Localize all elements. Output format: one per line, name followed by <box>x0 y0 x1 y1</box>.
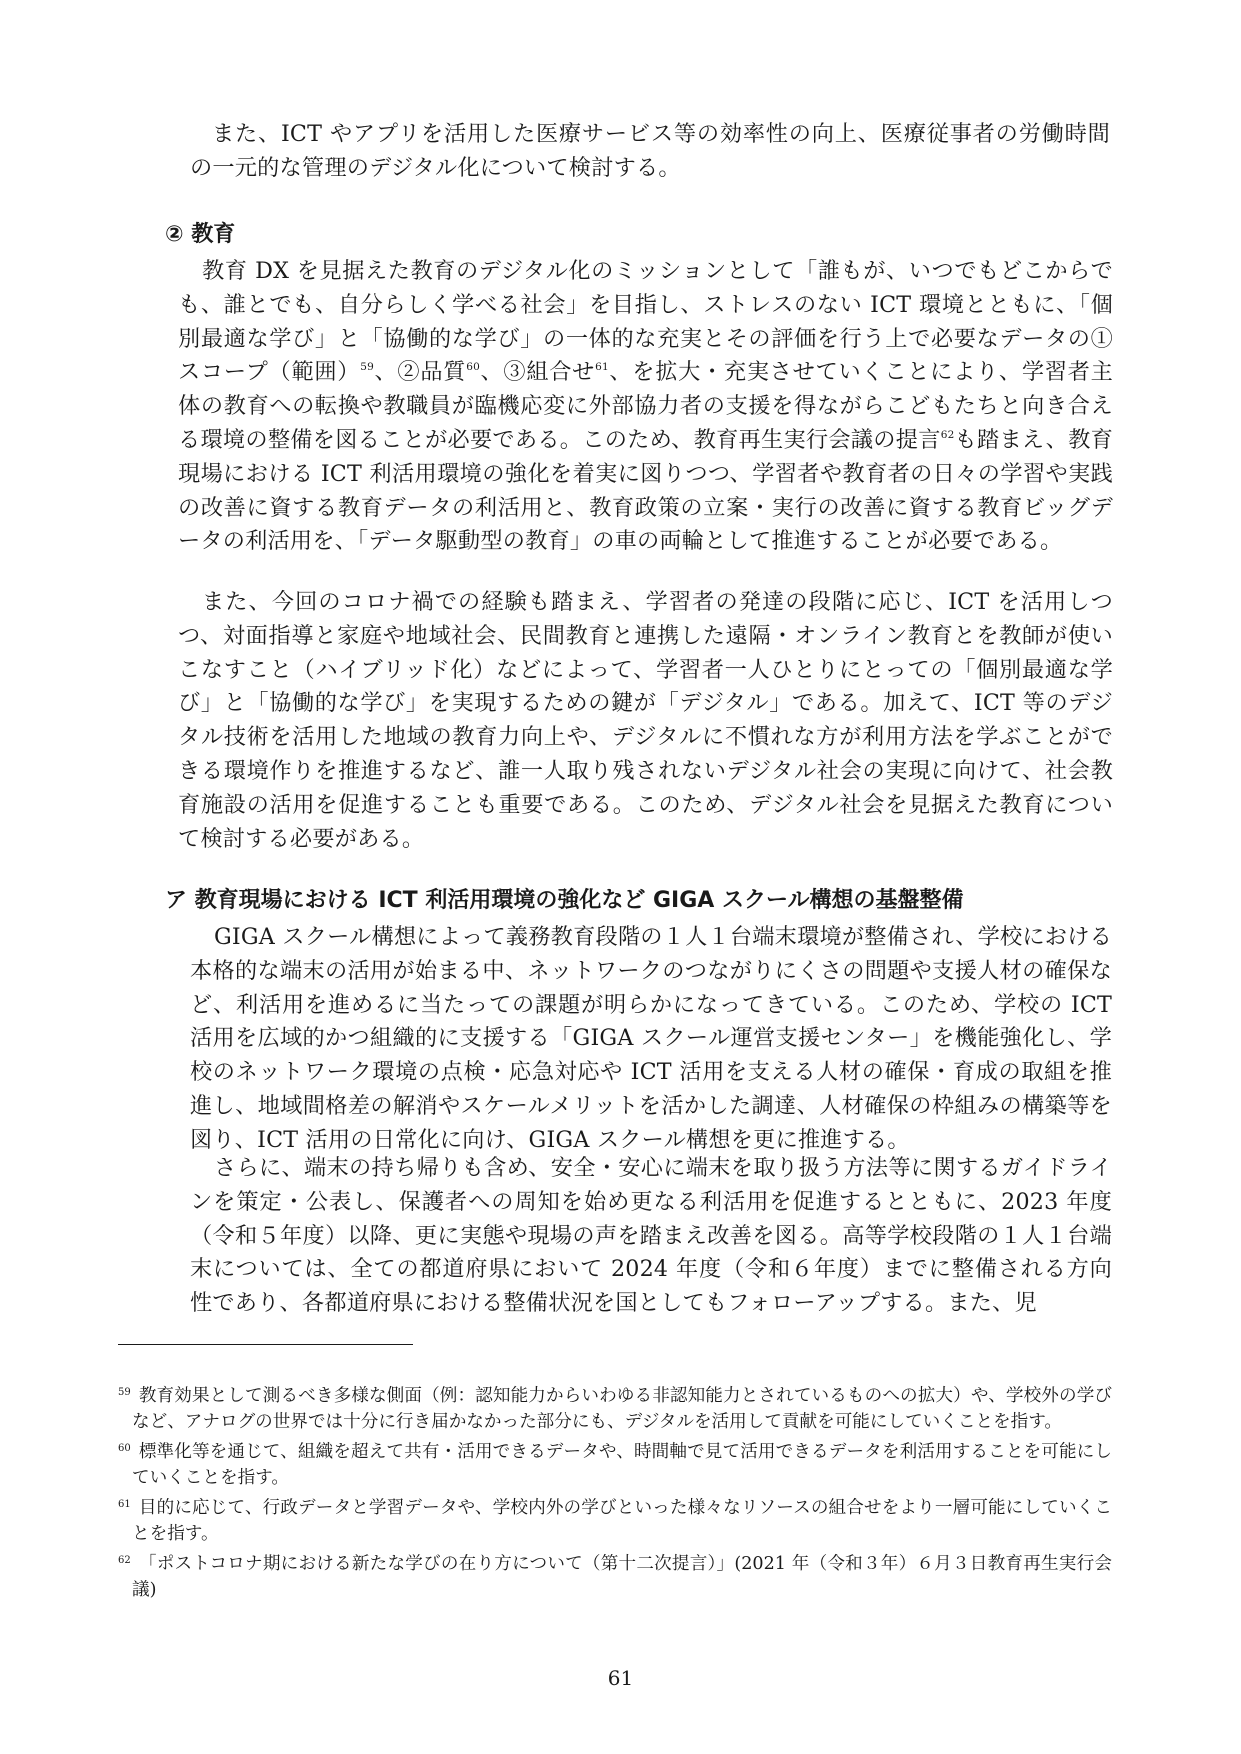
footnote-ref-59[interactable]: 59 <box>360 361 374 374</box>
section-heading-education: ② 教育 <box>165 222 236 247</box>
education-p1-text-3: 、③組合せ <box>479 359 596 386</box>
footnote-mark: 60 <box>118 1443 131 1454</box>
footnote-mark: 61 <box>118 1499 131 1510</box>
education-paragraph-2: また、今回のコロナ禍での経験も踏まえ、学習者の発達の段階に応じ、ICT を活用しつつ、対面指導と家庭や地域社会、民間教育と連携した遠隔・オンライン教育とを教師が使いこなすこと（ハイブリッド化）などによって、学習者一人ひとりにとっての「個別最適な学び」と「協働的な学び」を実現するための鍵が「デジタル」である。加えて、ICT 等のデジタル技術を活用した地域の教育力向上や、デジタルに不慣れな方が利用方法を学ぶことができる環境作りを推進するなど、誰一人取り残されないデジタル社会の実現に向けて、社会教育施設の活用を促進することも重要である。このため、デジタル社会を見据えた教育について検討する必要がある。 <box>178 589 1113 852</box>
education-p1-text-1: 教育 DX を見据えた教育のデジタル化のミッションとして「誰もが、いつでもどこからでも、誰とでも、自分らしく学べる社会」を目指し、ストレスのない ICT 環境とともに、「個別最適な学び」と「協働的な学び」の一体的な充実とその評価を行う上で必要なデータの①スコープ（範囲） <box>178 258 1113 386</box>
education-p1-text-2: 、②品質 <box>373 359 467 386</box>
footnote-list <box>118 1380 1112 1604</box>
education-p1-text-5: も踏まえ、教育現場における ICT 利活用環境の強化を着実に図りつつ、学習者や教育者の日々の学習や実践の改善に資する教育データの利活用と、教育政策の立案・実行の改善に資する教育ビッグデータの利活用を、「データ駆動型の教育」の車の両輪として推進することが必要である。 <box>178 426 1113 555</box>
giga-paragraph-1: GIGA スクール構想によって義務教育段階の１人１台端末環境が整備され、学校における本格的な端末の活用が始まる中、ネットワークのつながりにくさの問題や支援人材の確保など、利活用を進めるに当たっての課題が明らかになってきている。このため、学校の ICT 活用を広域的かつ組織的に支援する「GIGA スクール運営支援センター」を機能強化し、学校のネットワーク環境の点検・応急対応や ICT 活用を支える人材の確保・育成の取組を推進し、地域間格差の解消やスケールメリットを活かした調達、人材確保の枠組みの構築等を図り、ICT 活用の日常化に向け、GIGA スクール構想を更に推進する。 <box>190 924 1112 1153</box>
giga-paragraph-2: さらに、端末の持ち帰りも含め、安全・安心に端末を取り扱う方法等に関するガイドラインを策定・公表し、保護者への周知を始め更なる利活用を促進するとともに、2023 年度（令和５年度）以降、更に実態や現場の声を踏まえ改善を図る。高等学校段階の１人１台端末については、全ての都道府県において 2024 年度（令和６年度）までに整備される方向性であり、各都道府県における整備状況を国としてもフォローアップする。また、児 <box>190 1155 1112 1317</box>
education-paragraph-1 <box>178 255 1113 559</box>
page-number: 61 <box>607 1666 634 1690</box>
footnote-text: 目的に応じて、行政データと学習データや、学校内外の学びといった様々なリソースの組合せをより一層可能にしていくことを指す。 <box>132 1498 1112 1544</box>
education-p1-text-4: 、を拡大・充実させていくことにより、学習者主体の教育への転換や教職員が臨機応変に外部協力者の支援を得ながらこどもたちと向き合える環境の整備を図ることが必要である。このため、教育再生実行会議の提言 <box>178 359 1113 453</box>
footnote-ref-61[interactable]: 61 <box>595 361 609 374</box>
footnote-mark: 59 <box>118 1387 131 1398</box>
footnote-text: 教育効果として測るべき多様な側面（例：認知能力からいわゆる非認知能力とされているものへの拡大）や、学校外の学びなど、アナログの世界では十分に行き届かなかった部分にも、デジタルを活用して貢献を可能にしていくことを指す。 <box>132 1386 1112 1432</box>
ict-medical-paragraph: また、ICT やアプリを活用した医療サービス等の効率性の向上、医療従事者の労働時間の一元的な管理のデジタル化について検討する。 <box>190 121 1110 181</box>
footnote-ref-60[interactable]: 60 <box>466 361 480 374</box>
subsection-heading-giga: ア 教育現場における ICT 利活用環境の強化など GIGA スクール構想の基盤整備 <box>165 888 964 913</box>
footnote-59 <box>118 1380 1112 1435</box>
footnote-ref-62[interactable]: 62 <box>940 428 955 441</box>
footnote-text: 「ポストコロナ期における新たな学びの在り方について（第十二次提言）」(2021 年（令和３年）６月３日教育再生実行会議) <box>132 1554 1112 1600</box>
footnote-60 <box>118 1436 1112 1491</box>
footnote-text: 標準化等を通じて、組織を超えて共有・活用できるデータや、時間軸で見て活用できるデータを利活用することを可能にしていくことを指す。 <box>132 1442 1112 1488</box>
footnote-62 <box>118 1548 1112 1603</box>
footnote-separator <box>118 1344 413 1345</box>
footnote-mark: 62 <box>118 1555 131 1566</box>
footnote-61 <box>118 1492 1112 1547</box>
